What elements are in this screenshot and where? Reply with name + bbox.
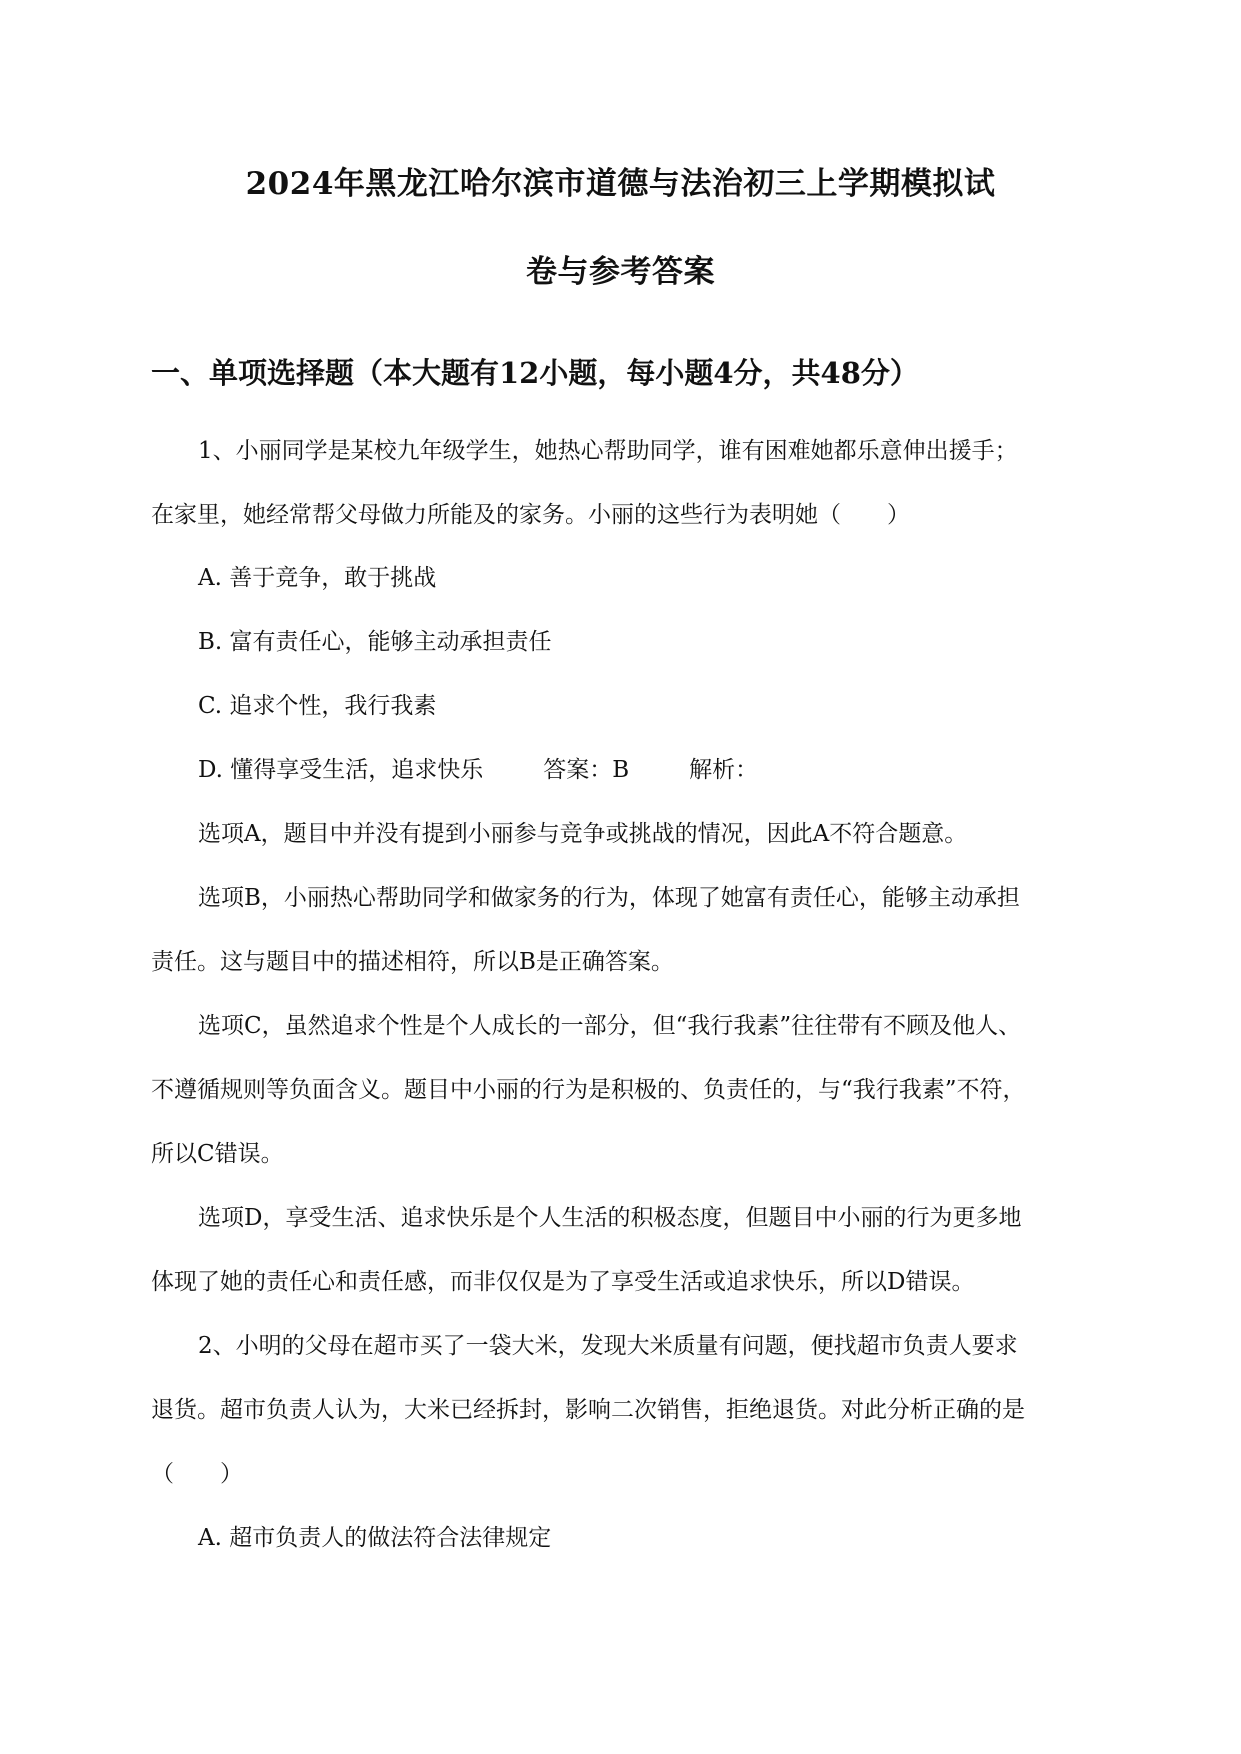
document-title-line-1: 2024年黑龙江哈尔滨市道德与法治初三上学期模拟试 bbox=[245, 166, 996, 202]
question-1-option-d: D. 懂得享受生活，追求快乐 bbox=[198, 757, 484, 783]
question-1-analysis-label: 解析： bbox=[689, 757, 759, 783]
question-2-stem-line-1: 2、小明的父母在超市买了一袋大米，发现大米质量有问题，便找超市负责人要求 bbox=[198, 1333, 1018, 1359]
question-1-option-c: C. 追求个性，我行我素 bbox=[198, 693, 437, 719]
question-1-stem-line-1: 1、小丽同学是某校九年级学生，她热心帮助同学，谁有困难她都乐意伸出援手； bbox=[198, 438, 1018, 464]
question-1-explanation-c-line-1: 选项C，虽然追求个性是个人成长的一部分，但“我行我素”往往带有不顾及他人、 bbox=[198, 1013, 1022, 1039]
question-1-explanation-d-line-1: 选项D，享受生活、追求快乐是个人生活的积极态度，但题目中小丽的行为更多地 bbox=[198, 1205, 1022, 1231]
question-1-explanation-d-line-2: 体现了她的责任心和责任感，而非仅仅是为了享受生活或追求快乐，所以D错误。 bbox=[151, 1269, 975, 1295]
question-2-stem-line-3: （ ） bbox=[151, 1461, 243, 1487]
section-heading: 一、单项选择题（本大题有12小题，每小题4分，共48分） bbox=[151, 356, 919, 390]
question-2-option-a: A. 超市负责人的做法符合法律规定 bbox=[198, 1525, 552, 1551]
question-1-explanation-b-line-2: 责任。这与题目中的描述相符，所以B是正确答案。 bbox=[151, 949, 674, 975]
question-1-answer: 答案：B bbox=[543, 757, 630, 783]
question-1-explanation-a: 选项A，题目中并没有提到小丽参与竞争或挑战的情况，因此A不符合题意。 bbox=[198, 821, 968, 847]
document-title-line-2: 卷与参考答案 bbox=[526, 254, 715, 290]
question-1-option-d-row bbox=[198, 755, 758, 785]
question-1-explanation-c-line-3: 所以C错误。 bbox=[151, 1141, 284, 1167]
question-1-stem-line-2: 在家里，她经常帮父母做力所能及的家务。小丽的这些行为表明她（ ） bbox=[151, 502, 910, 528]
question-2-stem-line-2: 退货。超市负责人认为，大米已经拆封，影响二次销售，拒绝退货。对此分析正确的是 bbox=[151, 1397, 1025, 1423]
question-1-option-a: A. 善于竞争，敢于挑战 bbox=[198, 565, 437, 591]
question-1-explanation-c-line-2: 不遵循规则等负面含义。题目中小丽的行为是积极的、负责任的，与“我行我素”不符， bbox=[151, 1077, 1026, 1103]
question-1-explanation-b-line-1: 选项B，小丽热心帮助同学和做家务的行为，体现了她富有责任心，能够主动承担 bbox=[198, 885, 1020, 911]
question-1-option-b: B. 富有责任心，能够主动承担责任 bbox=[198, 629, 552, 655]
